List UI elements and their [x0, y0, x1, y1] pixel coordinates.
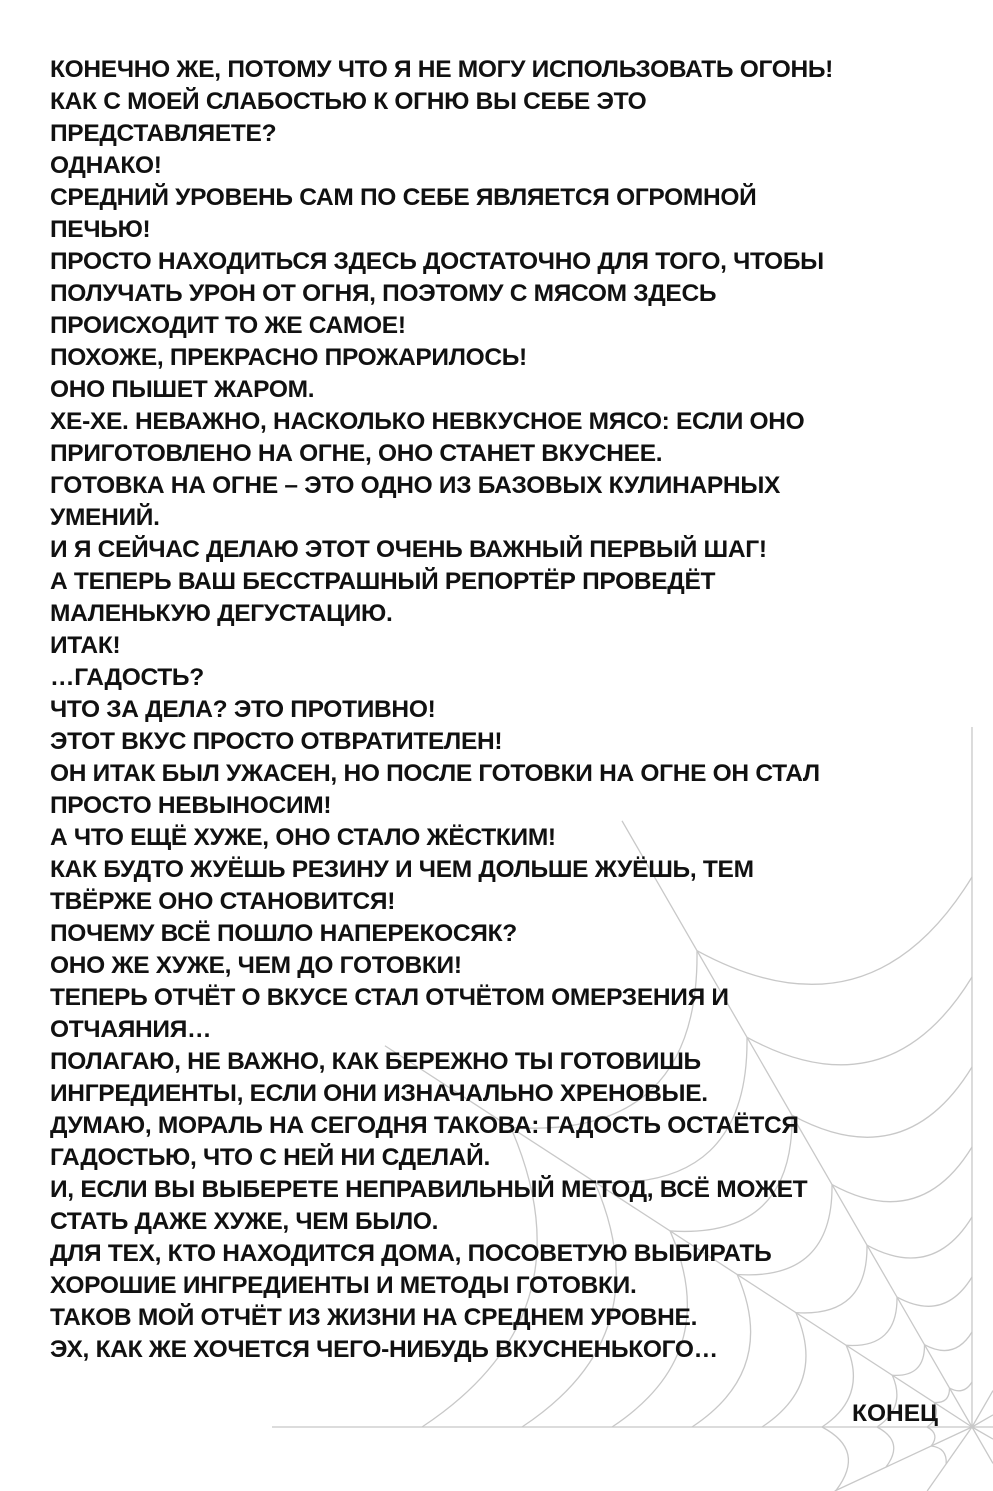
web-thread	[892, 1345, 924, 1376]
text-line: ТВЁРЖЕ ОНО СТАНОВИТСЯ!	[50, 888, 396, 915]
text-line: ОТЧАЯНИЯ…	[50, 1016, 212, 1043]
web-thread	[927, 1427, 935, 1446]
text-line: ПЕЧЬЮ!	[50, 216, 151, 243]
text-line: ДУМАЮ, МОРАЛЬ НА СЕГОДНЯ ТАКОВА: ГАДОСТЬ ОСТАЁТСЯ	[50, 1112, 799, 1139]
text-line: И Я СЕЙЧАС ДЕЛАЮ ЭТОТ ОЧЕНЬ ВАЖНЫЙ ПЕРВЫЙ ШАГ!	[50, 536, 767, 563]
text-line: ПРОСТО НАХОДИТЬСЯ ЗДЕСЬ ДОСТАТОЧНО ДЛЯ ТОГО, ЧТОБЫ	[50, 248, 824, 275]
text-line: ОН ИТАК БЫЛ УЖАСЕН, НО ПОСЛЕ ГОТОВКИ НА ОГНЕ ОН СТАЛ	[50, 760, 820, 787]
text-line: СТАТЬ ДАЖЕ ХУЖЕ, ЧЕМ БЫЛО.	[50, 1208, 439, 1235]
text-line: ЭХ, КАК ЖЕ ХОЧЕТСЯ ЧЕГО-НИБУДЬ ВКУСНЕНЬКОГО…	[50, 1336, 718, 1363]
text-line: ИНГРЕДИЕНТЫ, ЕСЛИ ОНИ ИЗНАЧАЛЬНО ХРЕНОВЫЕ.	[50, 1080, 708, 1107]
text-body	[50, 54, 833, 1366]
text-line: ИТАК!	[50, 632, 121, 659]
web-thread	[877, 1427, 894, 1467]
text-line: А ТЕПЕРЬ ВАШ БЕССТРАШНЫЙ РЕПОРТЁР ПРОВЕДЁТ	[50, 568, 716, 595]
web-thread	[925, 1332, 973, 1351]
web-thread	[846, 1297, 897, 1345]
text-line: ГОТОВКА НА ОГНЕ – ЭТО ОДНО ИЗ БАЗОВЫХ КУЛИНАРНЫХ	[50, 472, 781, 499]
text-line: ОДНАКО!	[50, 152, 162, 179]
text-line: ТАКОВ МОЙ ОТЧЁТ ИЗ ЖИЗНИ НА СРЕДНЕМ УРОВНЕ.	[50, 1304, 698, 1331]
text-line: ТЕПЕРЬ ОТЧЁТ О ВКУСЕ СТАЛ ОТЧЁТОМ ОМЕРЗЕНИЯ И	[50, 984, 729, 1011]
text-line: ОНО ПЫШЕТ ЖАРОМ.	[50, 376, 315, 403]
text-line: ПОЧЕМУ ВСЁ ПОШЛО НАПЕРЕКОСЯК?	[50, 920, 517, 947]
text-line: УМЕНИЙ.	[50, 504, 160, 531]
text-line: ЧТО ЗА ДЕЛА? ЭТО ПРОТИВНО!	[50, 696, 436, 723]
web-thread	[931, 1446, 946, 1464]
text-line: КАК БУДТО ЖУЁШЬ РЕЗИНУ И ЧЕМ ДОЛЬШЕ ЖУЁШЬ, ТЕМ	[50, 856, 754, 883]
text-line: ГАДОСТЬЮ, ЧТО С НЕЙ НИ СДЕЛАЙ.	[50, 1144, 490, 1171]
text-line: И, ЕСЛИ ВЫ ВЫБЕРЕТЕ НЕПРАВИЛЬНЫЙ МЕТОД, ВСЁ МОЖЕТ	[50, 1176, 808, 1203]
web-thread	[867, 1217, 972, 1258]
text-line: ХОРОШИЕ ИНГРЕДИЕНТЫ И МЕТОДЫ ГОТОВКИ.	[50, 1272, 637, 1299]
text-line: А ЧТО ЕЩЁ ХУЖЕ, ОНО СТАЛО ЖЁСТКИМ!	[50, 824, 556, 851]
text-line: ЭТОТ ВКУС ПРОСТО ОТВРАТИТЕЛЕН!	[50, 728, 503, 755]
text-line: ПОХОЖЕ, ПРЕКРАСНО ПРОЖАРИЛОСЬ!	[50, 344, 527, 371]
end-label: КОНЕЦ	[852, 1400, 938, 1427]
text-line: ХЕ-ХЕ. НЕВАЖНО, НАСКОЛЬКО НЕВКУСНОЕ МЯСО: ЕСЛИ ОНО	[50, 408, 805, 435]
text-line: ОНО ЖЕ ХУЖЕ, ЧЕМ ДО ГОТОВКИ!	[50, 952, 462, 979]
text-line: КОНЕЧНО ЖЕ, ПОТОМУ ЧТО Я НЕ МОГУ ИСПОЛЬЗОВАТЬ ОГОНЬ!	[50, 56, 834, 83]
web-thread	[822, 1427, 848, 1490]
web-spoke	[927, 1427, 972, 1491]
web-thread	[897, 1277, 972, 1306]
text-line: КАК С МОЕЙ СЛАБОСТЬЮ К ОГНЮ ВЫ СЕБЕ ЭТО	[50, 88, 647, 115]
text-line: ПРИГОТОВЛЕНО НА ОГНЕ, ОНО СТАНЕТ ВКУСНЕЕ.	[50, 440, 663, 467]
text-line: ПРЕДСТАВЛЯЕТЕ?	[50, 120, 277, 147]
text-line: …ГАДОСТЬ?	[50, 664, 204, 691]
web-thread	[832, 1147, 972, 1202]
web-spoke	[835, 1427, 972, 1491]
text-line: ПРОСТО НЕВЫНОСИМ!	[50, 792, 332, 819]
text-line: ПОЛУЧАТЬ УРОН ОТ ОГНЯ, ПОЭТОМУ С МЯСОМ ЗДЕСЬ	[50, 280, 717, 307]
text-line: ПРОИСХОДИТ ТО ЖЕ САМОЕ!	[50, 312, 406, 339]
text-line: МАЛЕНЬКУЮ ДЕГУСТАЦИЮ.	[50, 600, 393, 627]
text-line: СРЕДНИЙ УРОВЕНЬ САМ ПО СЕБЕ ЯВЛЯЕТСЯ ОГРОМНОЙ	[50, 184, 757, 211]
text-line: ДЛЯ ТЕХ, КТО НАХОДИТСЯ ДОМА, ПОСОВЕТУЮ ВЫБИРАТЬ	[50, 1240, 772, 1267]
text-line: ПОЛАГАЮ, НЕ ВАЖНО, КАК БЕРЕЖНО ТЫ ГОТОВИШЬ	[50, 1048, 701, 1075]
web-thread	[950, 1382, 973, 1391]
